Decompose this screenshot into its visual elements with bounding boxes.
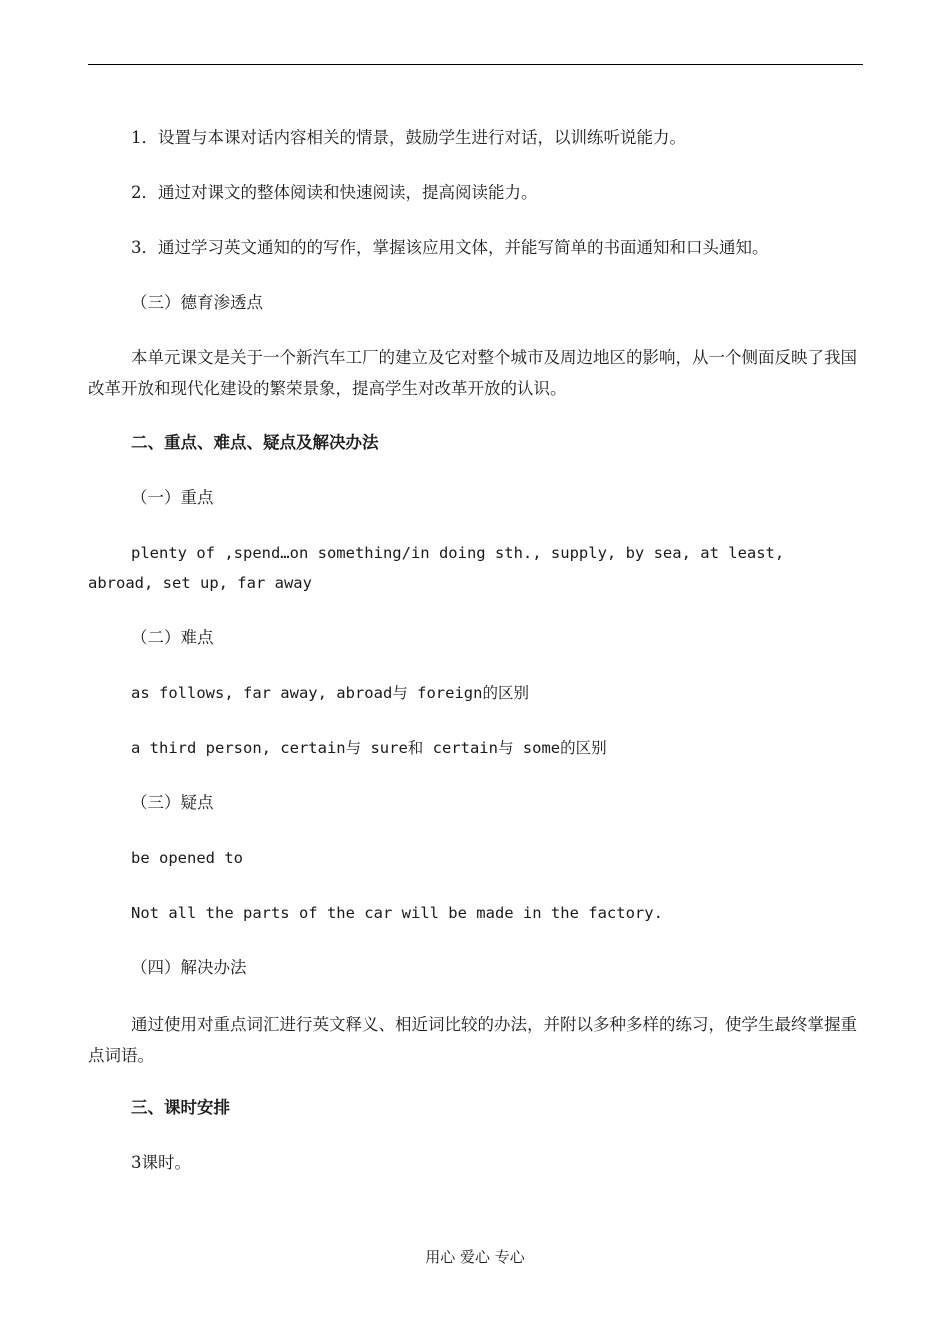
objective-item-3: 3．通过学习英文通知的的写作，掌握该应用文体，并能写简单的书面通知和口头通知。 [131, 238, 769, 257]
difficult-points-heading: （二）难点 [131, 628, 214, 647]
key-points-line-1: plenty of ,spend…on something/in doing sth., supply, by sea, at least, [131, 544, 785, 562]
solution-paragraph [88, 1009, 863, 1071]
doubt-points-line-2: Not all the parts of the car will be made in the factory. [131, 904, 663, 922]
moral-paragraph-text: 本单元课文是关于一个新汽车工厂的建立及它对整个城市及周边地区的影响，从一个侧面反映了我国改革开放和现代化建设的繁荣景象，提高学生对改革开放的认识。 [88, 348, 857, 398]
schedule-text: 3课时。 [131, 1153, 191, 1172]
objective-item-1: 1．设置与本课对话内容相关的情景，鼓励学生进行对话，以训练听说能力。 [131, 128, 686, 147]
page-footer: 用心 爱心 专心 [425, 1248, 525, 1266]
section-2-title: 二、重点、难点、疑点及解决办法 [131, 433, 379, 452]
moral-heading: （三）德育渗透点 [131, 293, 263, 312]
solution-heading: （四）解决办法 [131, 958, 247, 977]
section-3-title: 三、课时安排 [131, 1098, 230, 1117]
header-rule [88, 64, 863, 65]
doubt-points-heading: （三）疑点 [131, 793, 214, 812]
difficult-points-line-1: as follows, far away, abroad与 foreign的区别 [131, 684, 529, 702]
doubt-points-line-1: be opened to [131, 849, 243, 867]
objective-item-2: 2．通过对课文的整体阅读和快速阅读，提高阅读能力。 [131, 183, 538, 202]
solution-paragraph-text: 通过使用对重点词汇进行英文释义、相近词比较的办法，并附以多种多样的练习，使学生最终掌握重点词语。 [88, 1015, 857, 1065]
difficult-points-line-2: a third person, certain与 sure和 certain与 some的区别 [131, 739, 607, 757]
moral-paragraph [88, 342, 863, 404]
key-points-heading: （一）重点 [131, 488, 214, 507]
key-points-line-2: abroad, set up, far away [88, 574, 312, 592]
